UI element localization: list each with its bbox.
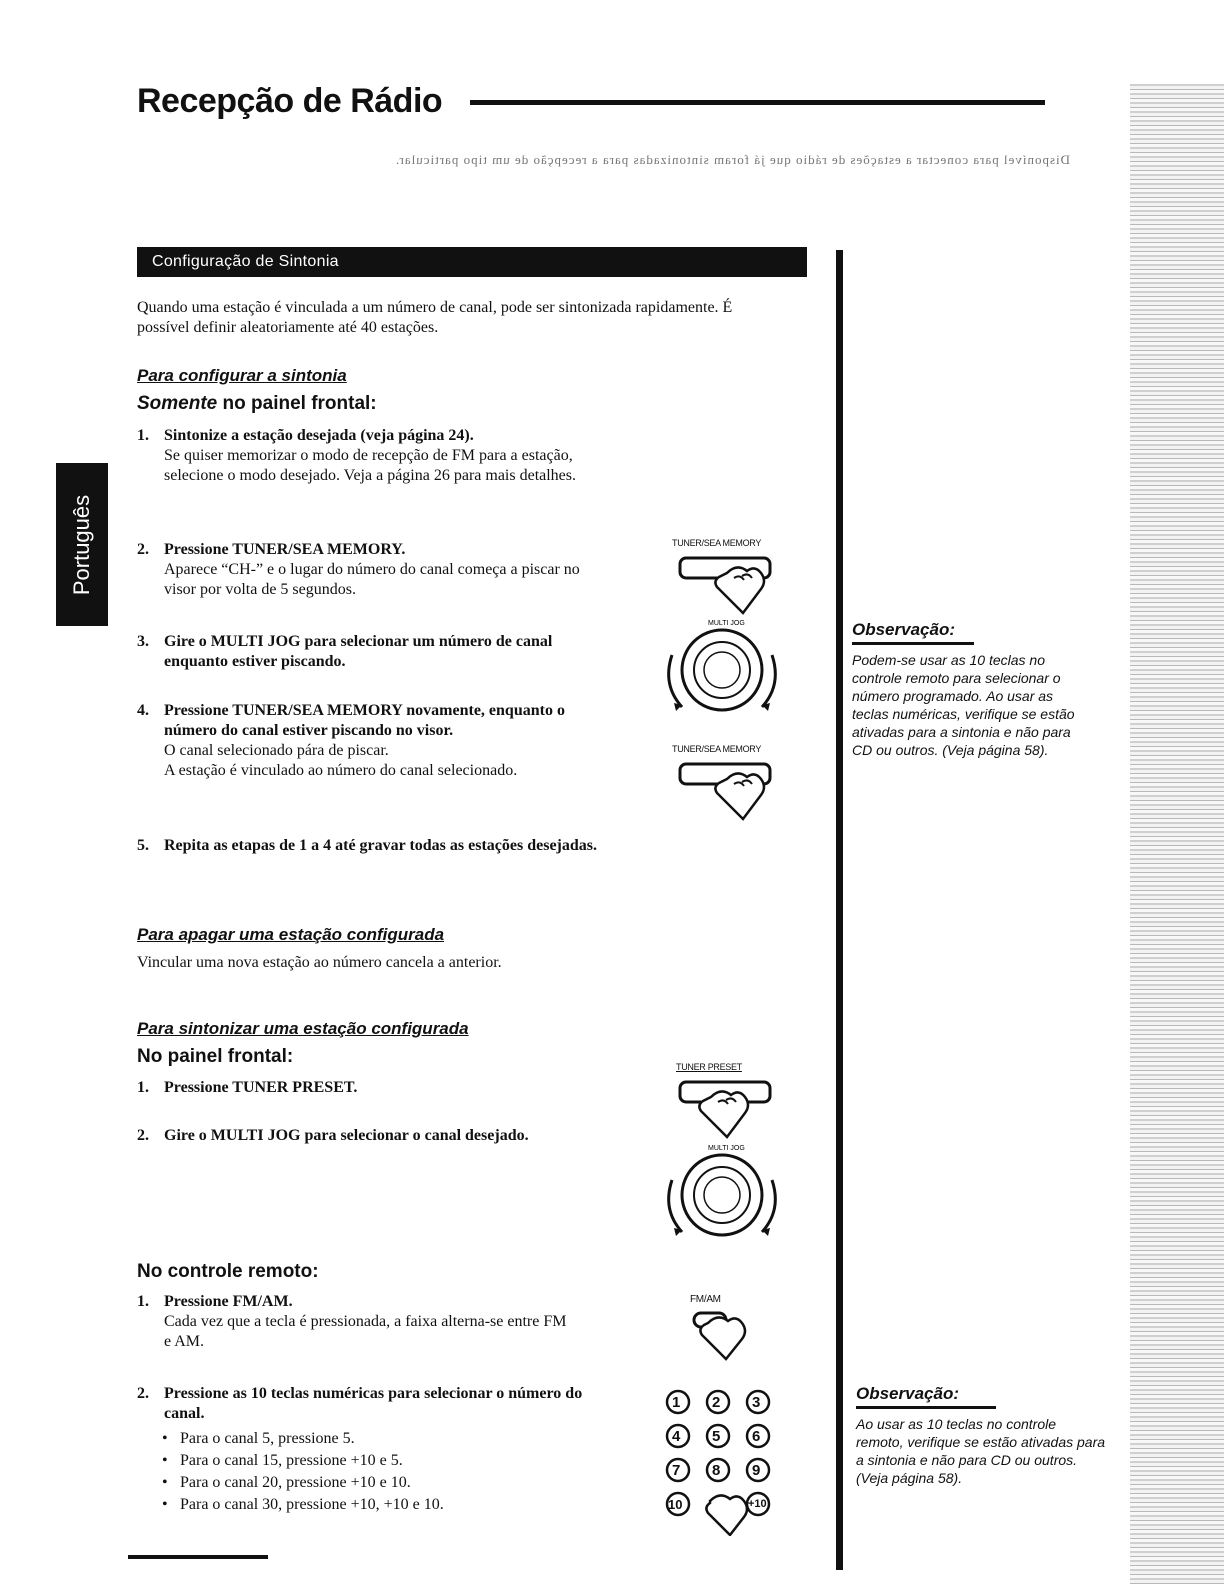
tuner-memory-illustration-2	[672, 744, 792, 824]
step-instruction: Pressione as 10 teclas numéricas para selecionar o número do canal.	[164, 1385, 583, 1422]
key-plus10: +10	[748, 1498, 767, 1510]
note-heading: Observação:	[856, 1384, 959, 1403]
preset-step-2	[137, 1126, 537, 1146]
tune-preset-heading: Para sintonizar uma estação configurada	[137, 1019, 469, 1038]
key-4: 4	[672, 1428, 681, 1445]
step-number: 2.	[137, 1127, 149, 1144]
config-step-2	[137, 540, 597, 600]
hand-press-icon	[672, 754, 792, 824]
fmam-illustration	[690, 1294, 790, 1364]
page-number-rule	[128, 1555, 268, 1559]
step-detail: Cada vez que a tecla é pressionada, a faixa alterna-se entre FM e AM.	[164, 1313, 567, 1350]
step-number: 2.	[137, 1385, 149, 1402]
key-8: 8	[712, 1462, 721, 1479]
configure-heading: Para configurar a sintonia	[137, 366, 347, 385]
note-rule	[856, 1406, 996, 1409]
remote-heading: No controle remoto:	[137, 1261, 319, 1282]
key-3: 3	[752, 1394, 761, 1411]
step-detail: Aparece “CH-” e o lugar do número do canal começa a piscar no visor por volta de 5 segundos.	[164, 561, 580, 598]
fmam-label: FM/AM	[690, 1294, 721, 1305]
config-step-4	[137, 701, 597, 781]
config-step-5	[137, 836, 597, 856]
key-2: 2	[712, 1394, 721, 1411]
key-7: 7	[672, 1462, 681, 1479]
remote-keypad	[660, 1386, 790, 1536]
step-instruction: Pressione TUNER PRESET.	[164, 1079, 358, 1096]
remote-step-1	[137, 1292, 577, 1352]
list-item: • Para o canal 30, pressione +10, +10 e 10.	[162, 1494, 582, 1516]
step-instruction: Sintonize a estação desejada (veja página 24).	[164, 427, 474, 444]
step-number: 3.	[137, 633, 149, 650]
subheading-emphasis: Somente	[137, 393, 218, 414]
step-detail: Se quiser memorizar o modo de recepção de FM para a estação, selecione o modo desejado. Veja a página 26 para mais detalhes.	[164, 447, 577, 484]
step-instruction: Gire o MULTI JOG para selecionar o canal desejado.	[164, 1127, 529, 1144]
tuner-memory-label: TUNER/SEA MEMORY	[672, 538, 762, 548]
note-text: Ao usar as 10 teclas no controle remoto, verifique se estão ativadas para a sintonia e não para CD ou outros. (Veja página 58).	[856, 1416, 1106, 1486]
svg-text:MULTI JOG: MULTI JOG	[708, 620, 745, 627]
svg-text:MULTI JOG: MULTI JOG	[708, 1145, 745, 1152]
step-detail: A estação é vinculado ao número do canal selecionado.	[164, 762, 518, 779]
step-number: 1.	[137, 1079, 149, 1096]
key-5: 5	[712, 1428, 721, 1445]
language-tab	[56, 463, 108, 626]
front-panel-heading: No painel frontal:	[137, 1046, 294, 1067]
step-instruction: Pressione FM/AM.	[164, 1293, 293, 1310]
intro-text: Quando uma estação é vinculada a um número de canal, pode ser sintonizada rapidamente. É possível definir aleatoriamente até 40 estações.	[137, 299, 733, 336]
step-number: 1.	[137, 427, 149, 444]
note-1	[852, 620, 1092, 759]
channel-examples-list	[162, 1428, 582, 1516]
note-text: Podem-se usar as 10 teclas no controle remoto para selecionar o número programado. Ao usar as teclas numéricas, verifique se estão ativadas para a sintonia e não para CD ou outros. (Veja página 58).	[852, 652, 1075, 758]
tuner-preset-label: TUNER PRESET	[676, 1062, 742, 1072]
erase-heading: Para apagar uma estação configurada	[137, 925, 445, 944]
preset-step-1	[137, 1078, 577, 1098]
step-instruction: Pressione TUNER/SEA MEMORY.	[164, 541, 406, 558]
step-instruction: Gire o MULTI JOG para selecionar um número de canal enquanto estiver piscando.	[164, 633, 553, 670]
page-title: Recepção de Rádio	[137, 82, 443, 120]
title-rule	[470, 100, 1045, 105]
tuner-preset-illustration	[676, 1062, 796, 1142]
list-item: • Para o canal 15, pressione +10 e 5.	[162, 1450, 582, 1472]
step-number: 1.	[137, 1293, 149, 1310]
step-detail: O canal selecionado pára de piscar.	[164, 742, 389, 759]
section-header: Configuração de Sintonia	[137, 247, 807, 277]
note-2	[856, 1384, 1106, 1487]
tuner-memory-label: TUNER/SEA MEMORY	[672, 744, 762, 754]
tuner-memory-illustration	[672, 538, 792, 618]
key-10: 10	[668, 1497, 683, 1512]
multi-jog-illustration-2	[650, 1140, 800, 1240]
configure-subheading	[137, 393, 377, 415]
multi-jog-dial-icon	[650, 615, 800, 715]
multi-jog-illustration	[650, 615, 800, 715]
step-instruction: Repita as etapas de 1 a 4 até gravar todas as estações desejadas.	[164, 837, 597, 854]
key-1: 1	[672, 1394, 681, 1411]
step-number: 4.	[137, 702, 149, 719]
key-9: 9	[752, 1462, 761, 1479]
hand-press-icon	[672, 548, 792, 618]
scan-edge-artifact	[1130, 84, 1224, 1584]
config-step-3	[137, 632, 597, 672]
list-item: • Para o canal 5, pressione 5.	[162, 1428, 582, 1450]
column-divider	[836, 250, 843, 1570]
step-number: 5.	[137, 837, 149, 854]
language-tab-label: Português	[69, 494, 94, 595]
hand-press-icon	[676, 1072, 796, 1142]
erase-text: Vincular uma nova estação ao número cancela a anterior.	[137, 954, 502, 971]
list-item: • Para o canal 20, pressione +10 e 10.	[162, 1472, 582, 1494]
key-6: 6	[752, 1428, 761, 1445]
remote-step-2	[137, 1384, 587, 1424]
config-step-1	[137, 426, 597, 486]
hand-press-icon	[690, 1305, 790, 1363]
step-number: 2.	[137, 541, 149, 558]
note-rule	[852, 642, 974, 645]
bleed-through-text: Disponível para conectar a estações de rádio que já foram sintonizadas para a recepção de um tipo particular.	[395, 152, 1070, 167]
subheading-rest: no painel frontal:	[217, 393, 377, 414]
step-instruction: Pressione TUNER/SEA MEMORY novamente, enquanto o número do canal estiver piscando no visor.	[164, 702, 565, 739]
multi-jog-dial-icon	[650, 1140, 800, 1240]
note-heading: Observação:	[852, 620, 955, 639]
